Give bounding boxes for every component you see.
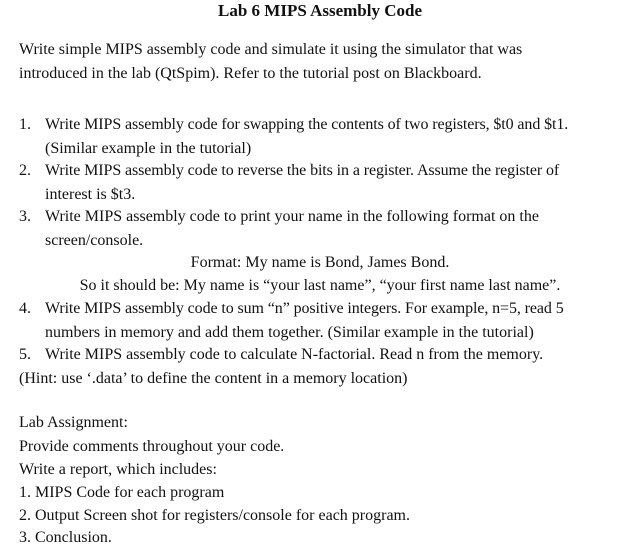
intro-line-1: Write simple MIPS assembly code and simulate it using the simulator that was — [19, 41, 523, 58]
list-item-text — [45, 205, 635, 253]
list-item-line: Write MIPS assembly code to sum “n” positive integers. For example, n=5, read 5 — [45, 300, 564, 317]
list-item-text — [45, 343, 635, 367]
assignment-comments: Provide comments throughout your code. — [19, 438, 285, 455]
list-item-line: (Similar example in the tutorial) — [45, 140, 252, 157]
list-item-line: Write MIPS assembly code for swapping the contents of two registers, $t0 and $t1. — [45, 116, 569, 133]
assignment-heading: Lab Assignment: — [19, 414, 128, 431]
format-instruction: So it should be: My name is “your last name”, “your first name last name”. — [79, 277, 561, 294]
intro-line-2: introduced in the lab (QtSpim). Refer to the tutorial post on Blackboard. — [19, 65, 482, 82]
report-item-3: 3. Conclusion. — [19, 529, 112, 546]
list-item-number: 1. — [19, 116, 31, 133]
list-item-number: 2. — [19, 162, 31, 179]
list-item-line: interest is $t3. — [45, 186, 136, 203]
report-intro: Write a report, which includes: — [19, 461, 217, 478]
list-item-line: Write MIPS assembly code to reverse the bits in a register. Assume the register of — [45, 162, 560, 179]
list-item-line: screen/console. — [45, 232, 144, 249]
list-item-text — [45, 159, 635, 207]
document-title: Lab 6 MIPS Assembly Code — [217, 1, 423, 20]
format-example: Format: My name is Bond, James Bond. — [190, 254, 450, 271]
list-item-line: numbers in memory and add them together. (Similar example in the tutorial) — [45, 324, 534, 341]
list-item-text — [45, 113, 635, 161]
list-item-text — [45, 297, 635, 345]
list-item-number: 3. — [19, 208, 31, 225]
report-item-1: 1. MIPS Code for each program — [19, 484, 225, 501]
hint-text: (Hint: use ‘.data’ to define the content in a memory location) — [19, 370, 408, 387]
list-item-line: Write MIPS assembly code to print your name in the following format on the — [45, 208, 539, 225]
list-item-line: Write MIPS assembly code to calculate N-factorial. Read n from the memory. — [45, 346, 544, 363]
report-item-2: 2. Output Screen shot for registers/console for each program. — [19, 507, 410, 524]
list-item-number: 4. — [19, 300, 31, 317]
list-item-number: 5. — [19, 346, 31, 363]
